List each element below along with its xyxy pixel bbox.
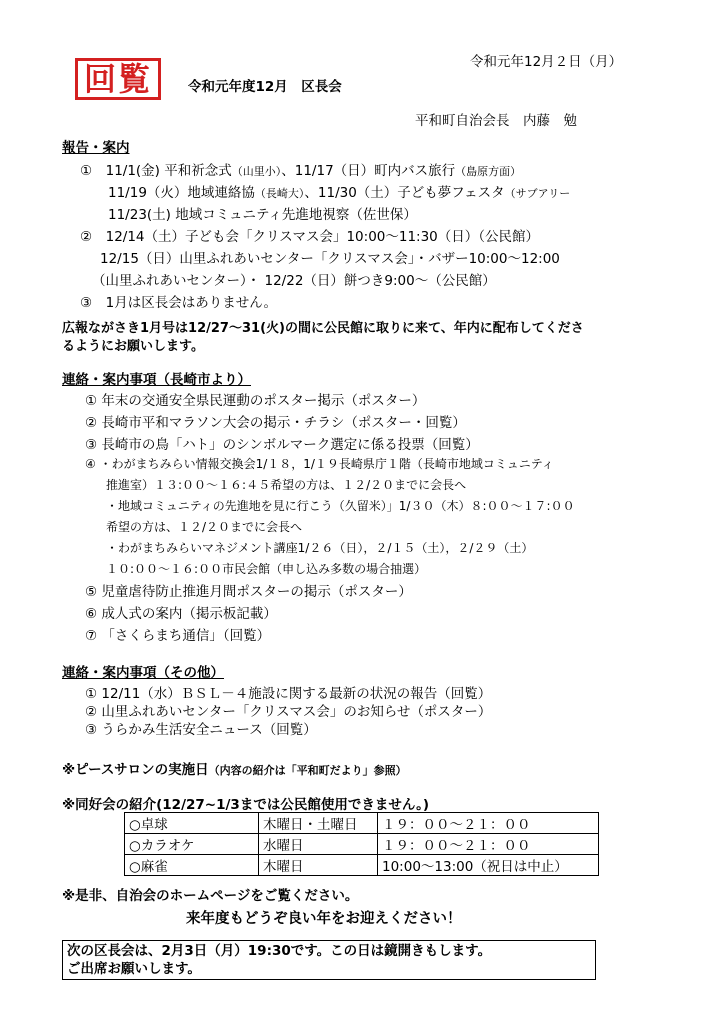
- line-note: （サブアリー: [504, 187, 571, 200]
- next-meeting-box: [62, 940, 596, 980]
- section1-heading: 報告・案内: [62, 140, 130, 156]
- section1-line: [80, 159, 521, 179]
- list-item: 希望の方は、１２/２０までに会長へ: [106, 520, 303, 534]
- list-item: 推進室）１３:００～１６:４５希望の方は、１２/２０までに会長へ: [106, 478, 467, 492]
- list-item: ② 山里ふれあいセンター「クリスマス会」のお知らせ（ポスター）: [85, 704, 492, 720]
- list-item: ④ ・わがまちみらい情報交換会1/１８，1/１９長崎県庁１階（長崎市地域コミュニティ: [85, 457, 554, 471]
- line-text: ① 11/1(金) 平和祈念式: [80, 163, 232, 179]
- list-item: ・わがまちみらいマネジメント講座1/２６（日），２/１５（土），２/２９（土）: [106, 541, 534, 555]
- section1-line: 11/23(土) 地域コミュニティ先進地視察（佐世保）: [108, 207, 417, 223]
- notice-line: 広報ながさき1月号は12/27～31(火)の間に公民館に取りに来て、年内に配布してくださ: [62, 321, 584, 336]
- club-time: 10:00～13:00（祝日は中止）: [378, 855, 599, 876]
- club-time: １９：００～２１：００: [378, 834, 599, 855]
- peace-salon: [62, 758, 407, 778]
- section1-line: 12/15（日）山里ふれあいセンター「クリスマス会」・バザー10:00～12:00: [100, 251, 560, 267]
- list-item: ① 年末の交通安全県民運動のポスター掲示（ポスター）: [85, 393, 426, 409]
- peace-salon-note: （内容の紹介は「平和町だより」参照）: [208, 764, 407, 777]
- section1-line: （山里ふれあいセンター）・ 12/22（日）餅つき9:00～（公民館）: [92, 273, 496, 289]
- list-item: ③ 長崎市の鳥「ハト」のシンボルマーク選定に係る投票（回覧）: [85, 437, 479, 453]
- clubs-table: [124, 812, 599, 876]
- club-time: １９：００～２１：００: [378, 813, 599, 834]
- peace-salon-title: ※ピースサロンの実施日: [62, 762, 209, 778]
- list-item: １０:００～１６:００市民会館（申し込み多数の場合抽選）: [106, 562, 427, 576]
- kairan-stamp: 回覧: [75, 58, 161, 100]
- table-row: [125, 855, 599, 876]
- clubs-heading: ※同好会の紹介(12/27~1/3までは公民館使用できません。): [62, 797, 430, 813]
- line-note: （山里小）: [231, 165, 282, 178]
- line-text: 、11/17（日）町内バス旅行: [281, 163, 456, 179]
- greeting: 来年度もどうぞ良い年をお迎えください！: [186, 911, 462, 927]
- table-row: [125, 834, 599, 855]
- date: 令和元年12月２日（月）: [470, 54, 623, 70]
- club-name: ○カラオケ: [125, 834, 259, 855]
- section3-heading: 連絡・案内事項（その他）: [62, 665, 224, 681]
- list-item: ① 12/11（水）ＢＳＬ－４施設に関する最新の状況の報告（回覧）: [85, 686, 492, 702]
- club-day: 木曜日: [259, 855, 378, 876]
- notice-line: るようにお願いします。: [62, 339, 204, 354]
- doc-title: 令和元年度12月 区長会: [188, 79, 342, 95]
- section2-heading: 連絡・案内事項（長崎市より）: [62, 372, 251, 388]
- author: 平和町自治会長 内藤 勉: [415, 113, 577, 129]
- line-note: （長崎大）: [254, 187, 305, 200]
- list-item: ② 長崎市平和マラソン大会の掲示・チラシ（ポスター・回覧）: [85, 415, 466, 431]
- club-day: 水曜日: [259, 834, 378, 855]
- section1-line: ③ 1月は区長会はありません。: [80, 295, 278, 311]
- list-item: ③ うらかみ生活安全ニュース（回覧）: [85, 722, 317, 738]
- section1-line: ② 12/14（土）子ども会「クリスマス会」10:00～11:30（日）（公民館）: [80, 229, 540, 245]
- club-name: ○麻雀: [125, 855, 259, 876]
- list-item: ・地域コミュニティの先進地を見に行こう（久留米）」1/３０（木）８:００～１７:００: [106, 499, 575, 513]
- line-text: 、11/30（土）子ども夢フェスタ: [304, 185, 505, 201]
- line-note: （島原方面）: [455, 165, 522, 178]
- line-text: 11/19（火）地域連絡協: [108, 185, 255, 201]
- club-name: ○卓球: [125, 813, 259, 834]
- next-meeting-line: 次の区長会は、2月3日（月）19:30です。この日は鏡開きもします。: [67, 943, 492, 959]
- section1-line: [108, 181, 570, 201]
- next-meeting-line: ご出席お願いします。: [67, 961, 201, 977]
- table-row: [125, 813, 599, 834]
- homepage-note: ※是非、自治会のホームページをご覧ください。: [62, 888, 359, 904]
- list-item: ⑥ 成人式の案内（掲示板記載）: [85, 606, 277, 622]
- list-item: ⑤ 児童虐待防止推進月間ポスターの掲示（ポスター）: [85, 584, 412, 600]
- club-day: 木曜日・土曜日: [259, 813, 378, 834]
- list-item: ⑦ 「さくらまち通信」（回覧）: [85, 628, 271, 644]
